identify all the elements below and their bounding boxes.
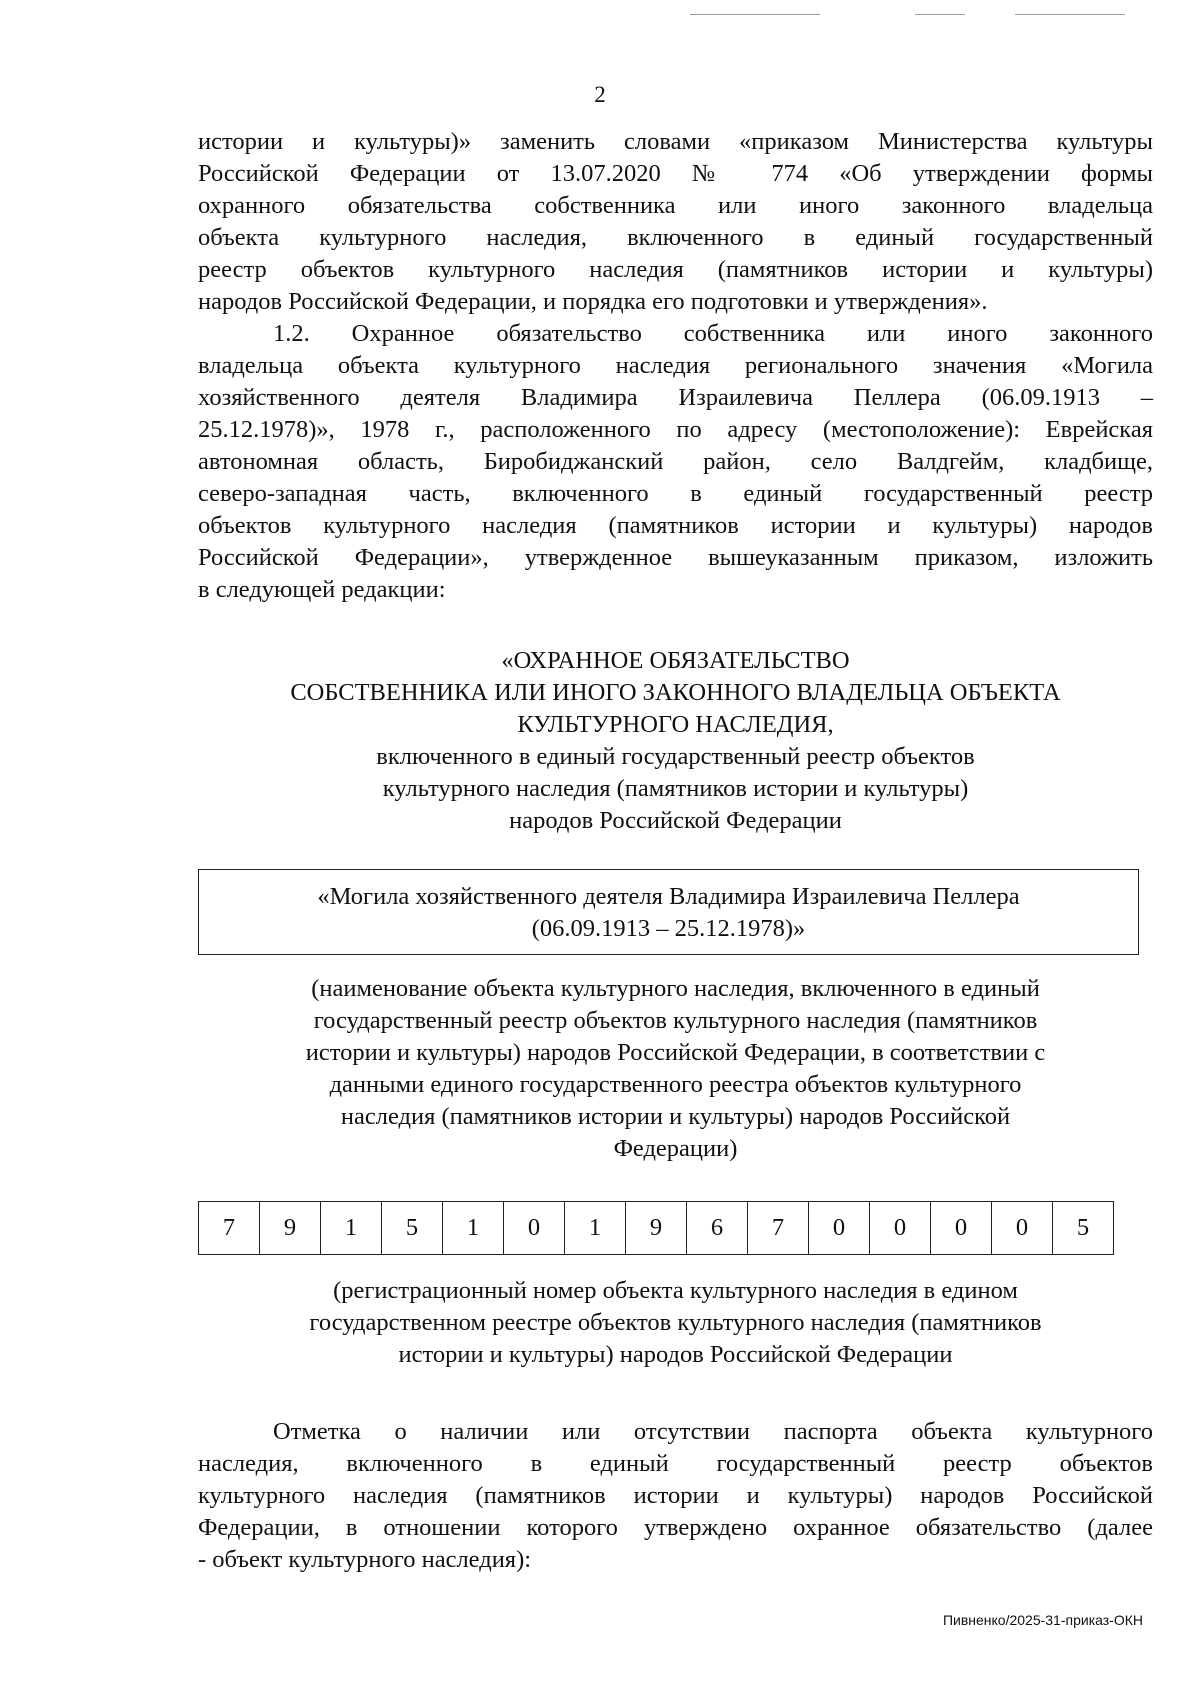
object-name-line: (06.09.1913 – 25.12.1978)» [531, 915, 806, 942]
text-line: объектов культурного наследия (памятников истории и культуры) народов [198, 512, 1153, 539]
text-line: Федерации, в отношении которого утверждено охранное обязательство (далее [198, 1514, 1153, 1541]
text-line: истории и культуры)» заменить словами «приказом Министерства культуры [198, 128, 1153, 155]
heading-line: народов Российской Федерации [509, 807, 842, 834]
object-name-line: «Могила хозяйственного деятеля Владимира Израилевича Пеллера [317, 883, 1020, 910]
text-line: Российской Федерации», утвержденное вышеуказанным приказом, изложить [198, 544, 1153, 571]
scan-mark [1015, 14, 1125, 15]
registration-digit: 0 [809, 1202, 870, 1255]
heading-line: «ОХРАННОЕ ОБЯЗАТЕЛЬСТВО [501, 647, 850, 674]
text-line: автономная область, Биробиджанский район, село Валдгейм, кладбище, [198, 448, 1153, 475]
caption-line: (регистрационный номер объекта культурного наследия в едином [333, 1277, 1018, 1304]
registration-digit: 0 [931, 1202, 992, 1255]
text-line: - объект культурного наследия): [198, 1546, 532, 1573]
text-line: реестр объектов культурного наследия (памятников истории и культуры) [198, 256, 1153, 283]
paragraph-1-2 [198, 318, 1153, 606]
caption-line: государственном реестре объектов культурного наследия (памятников [309, 1309, 1042, 1336]
text-line: 1.2. Охранное обязательство собственника или иного законного [273, 320, 1153, 347]
page-number: 2 [594, 82, 606, 107]
heading-line: включенного в единый государственный реестр объектов [376, 743, 975, 770]
heading-line: культурного наследия (памятников истории и культуры) [382, 775, 969, 802]
text-line: Отметка о наличии или отсутствии паспорта объекта культурного [273, 1418, 1153, 1445]
scan-mark [690, 14, 820, 15]
document-footer-code: Пивненко/2025-31-приказ-ОКН [942, 1612, 1143, 1628]
caption-line: (наименование объекта культурного наследия, включенного в единый [311, 975, 1040, 1002]
registration-digit: 6 [687, 1202, 748, 1255]
registration-digit: 0 [992, 1202, 1053, 1255]
registration-digit: 5 [1053, 1202, 1114, 1255]
text-line: хозяйственного деятеля Владимира Израилевича Пеллера (06.09.1913 – [198, 384, 1153, 411]
caption-line: истории и культуры) народов Российской Федерации, в соответствии с [305, 1039, 1046, 1066]
caption-line: государственный реестр объектов культурного наследия (памятников [313, 1007, 1038, 1034]
heading-line: КУЛЬТУРНОГО НАСЛЕДИЯ, [517, 711, 834, 738]
caption-line: истории и культуры) народов Российской Федерации [398, 1341, 953, 1368]
object-name-box [198, 869, 1139, 955]
registration-number-grid [198, 1201, 1114, 1255]
registration-digit: 7 [199, 1202, 260, 1255]
text-line: владельца объекта культурного наследия регионального значения «Могила [198, 352, 1153, 379]
registration-number-caption [198, 1275, 1153, 1371]
registration-digit: 7 [748, 1202, 809, 1255]
text-line: охранного обязательства собственника или иного законного владельца [198, 192, 1153, 219]
heading-line: СОБСТВЕННИКА ИЛИ ИНОГО ЗАКОННОГО ВЛАДЕЛЬЦА ОБЪЕКТА [290, 679, 1061, 706]
passport-note-paragraph [198, 1416, 1153, 1576]
text-line: Российской Федерации от 13.07.2020 № 774 «Об утверждении формы [198, 160, 1153, 187]
document-heading [198, 645, 1153, 837]
caption-line: данными единого государственного реестра объектов культурного [329, 1071, 1022, 1098]
registration-digit: 5 [382, 1202, 443, 1255]
text-line: наследия, включенного в единый государственный реестр объектов [198, 1450, 1153, 1477]
text-line: культурного наследия (памятников истории и культуры) народов Российской [198, 1482, 1153, 1509]
caption-line: наследия (памятников истории и культуры) народов Российской [340, 1103, 1011, 1130]
object-name-caption [198, 973, 1153, 1165]
text-line: северо-западная часть, включенного в единый государственный реестр [198, 480, 1153, 507]
text-line: объекта культурного наследия, включенного в единый государственный [198, 224, 1153, 251]
text-line: народов Российской Федерации, и порядка его подготовки и утверждения». [198, 288, 988, 315]
registration-digit: 1 [443, 1202, 504, 1255]
intro-paragraph [198, 126, 1153, 318]
scan-mark [915, 14, 965, 15]
text-line: 25.12.1978)», 1978 г., расположенного по адресу (местоположение): Еврейская [198, 416, 1153, 443]
registration-digit: 0 [504, 1202, 565, 1255]
caption-line: Федерации) [613, 1135, 738, 1162]
registration-digit: 0 [870, 1202, 931, 1255]
registration-digit: 9 [260, 1202, 321, 1255]
registration-digit: 9 [626, 1202, 687, 1255]
registration-digit: 1 [565, 1202, 626, 1255]
registration-digit: 1 [321, 1202, 382, 1255]
text-line: в следующей редакции: [198, 576, 446, 603]
